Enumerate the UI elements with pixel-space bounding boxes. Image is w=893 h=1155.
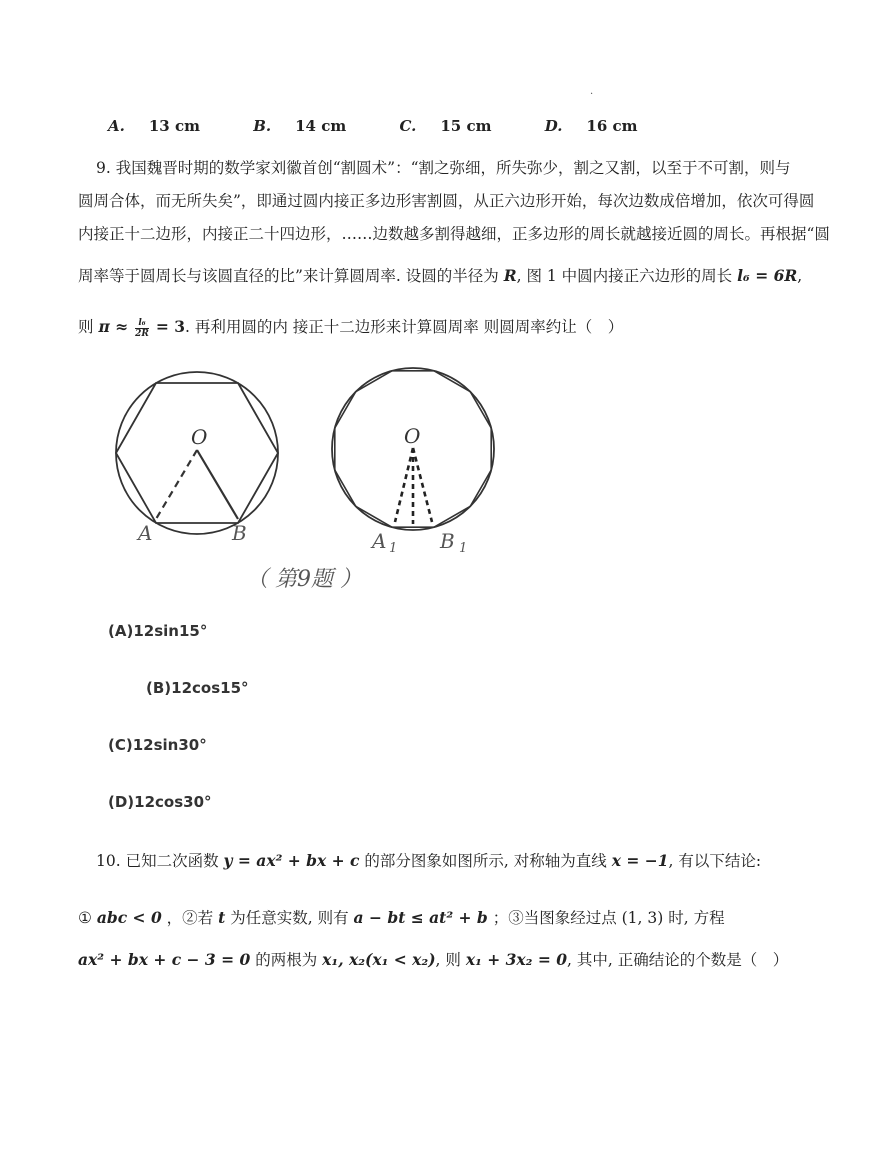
figure-caption: （ 第9题 ）: [246, 567, 362, 592]
label-a1: A: [372, 529, 387, 553]
label-b1: B: [440, 529, 455, 553]
label-b: B: [232, 521, 247, 545]
hexagon-perimeter-formula: l₆ = 6R: [737, 266, 798, 285]
q9-line-1: 9. 我国魏晋时期的数学家刘徽首创“割圆术”：“割之弥细，所失弥少，割之又割，以至于不可割，则与: [96, 159, 791, 177]
q9-line-3: 内接正十二边形，内接正二十四边形，……边数越多割得越细，正多边形的周长就越接近圆的周长。再根据“圆: [78, 225, 830, 243]
label-a1-sub: 1: [389, 541, 398, 556]
label-b1-sub: 1: [459, 541, 468, 556]
option-d: (D)12cos30°: [108, 793, 212, 811]
label-a: A: [138, 521, 153, 545]
page-mark: .: [590, 86, 594, 97]
choice-b: B. 14 cm: [253, 117, 347, 135]
q10-line-3: ax² + bx + c − 3 = 0 的两根为 x₁, x₂(x₁ < x₂), 则 x₁ + 3x₂ = 0, 其中, 正确结论的个数是（ ）: [78, 950, 789, 969]
q9-line-5: 则 π ≈ $\frac{\text{l₆}}{2R}$ = 3. 再利用圆的内 接正十二边形来计算圆周率 则圆周率约让（ ）: [78, 317, 624, 339]
choice-c: C. 15 cm: [399, 117, 492, 135]
q10-line-1: 10. 已知二次函数 y = ax² + bx + c 的部分图象如图所示, 对称轴为直线 x = −1, 有以下结论:: [96, 851, 762, 870]
circle-figure: [108, 364, 508, 596]
axis-of-symmetry: x = −1: [611, 851, 669, 870]
q9-line-2: 圆周合体，而无所失矣”，即通过圆内接正多边形害割圆，从正六边形开始，每次边数成倍增加，依次可得圆: [78, 192, 815, 210]
option-a: (A)12sin15°: [108, 622, 208, 640]
option-c: (C)12sin30°: [108, 736, 207, 754]
left-circle: [116, 372, 278, 534]
hexagon: [116, 383, 278, 523]
option-b: (B)12cos15°: [146, 679, 249, 697]
right-label-o: O: [404, 424, 421, 448]
dashed-radius-a1: [395, 448, 413, 522]
dashed-radius-a: [156, 450, 197, 519]
dashed-radius-b1: [413, 448, 432, 522]
radius-b: [197, 450, 238, 519]
pi-fraction: $\frac{\text{l₆}}{2R}$: [135, 317, 149, 339]
choice-a: A. 13 cm: [108, 117, 200, 135]
choice-d: D. 16 cm: [544, 117, 638, 135]
q8-choices: [108, 117, 686, 135]
q10-line-2: ① abc < 0 ，②若 t 为任意实数, 则有 a − bt ≤ at² + b ；③当图象经过点 (1, 3) 时, 方程: [78, 908, 725, 927]
left-label-o: O: [191, 425, 208, 449]
quadratic-function: y = ax² + bx + c: [223, 851, 360, 870]
q9-line-4: 周率等于圆周长与该圆直径的比”来计算圆周率. 设圆的半径为 R, 图 1 中圆内接正六边形的周长 l₆ = 6R,: [78, 266, 803, 285]
